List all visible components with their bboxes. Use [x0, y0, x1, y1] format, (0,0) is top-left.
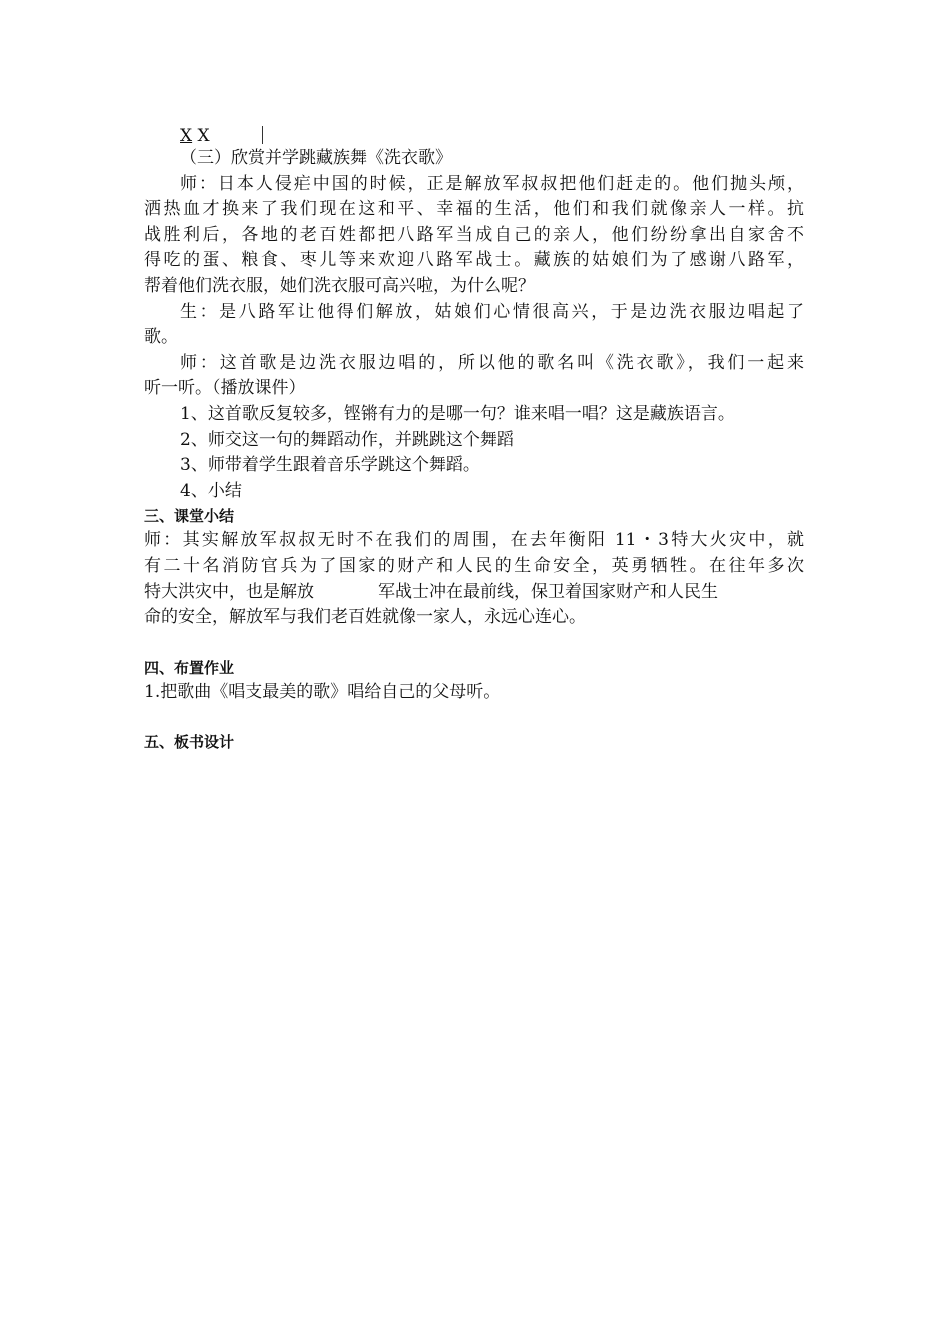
- paragraph-line: 洒热血才换来了我们现在这和平、幸福的生活，他们和我们就像亲人一样。抗: [144, 199, 804, 220]
- music-notation: [144, 124, 804, 146]
- paragraph-line: 命的安全，解放军与我们老百姓就像一家人，永远心连心。: [144, 607, 586, 628]
- student-paragraph: [144, 300, 804, 351]
- paragraph-line: 师：这首歌是边洗衣服边唱的，所以他的歌名叫《洗衣歌》，我们一起来: [180, 352, 804, 373]
- paragraph-line: 听一听。（播放课件）: [144, 378, 306, 399]
- step-item: 1、这首歌反复较多，铿锵有力的是哪一句？谁来唱一唱？这是藏族语言。: [180, 403, 735, 424]
- steps-list: [144, 402, 804, 504]
- teacher-paragraph: [144, 172, 804, 300]
- notation-x1: X: [180, 126, 193, 146]
- paragraph-line: 师：日本人侵疟中国的时候，正是解放军叔叔把他们赶走的。他们抛头颅，: [180, 173, 804, 194]
- step-item: 3、师带着学生跟着音乐学跳这个舞蹈。: [180, 455, 480, 476]
- paragraph-line: 战胜利后，各地的老百姓都把八路军当成自己的亲人，他们纷纷拿出自家舍不: [144, 224, 804, 245]
- section3-title: （三）欣赏并学跳藏族舞《洗衣歌》: [180, 148, 452, 168]
- paragraph-line: 帮着他们洗衣服，她们洗衣服可高兴啦，为什么呢？: [144, 275, 535, 296]
- paragraph-line: [144, 580, 804, 606]
- notation-x2: X: [197, 126, 210, 146]
- spacer: [144, 631, 804, 656]
- teacher-paragraph-2: [144, 351, 804, 402]
- summary-line3-end: 军战士冲在最前线，保卫着国家财产和人民生: [378, 581, 718, 602]
- paragraph-line: 得吃的蛋、粮食、枣儿等来欢迎八路军战士。藏族的姑娘们为了感谢八路军，: [144, 250, 804, 271]
- summary-line3-start: 特大洪灾中，也是解放: [144, 581, 314, 602]
- paragraph-line: 师：其实解放军叔叔无时不在我们的周围，在去年衡阳 11・3特大火灾中，就: [144, 530, 804, 551]
- document-content: [144, 124, 804, 754]
- bar-line: [262, 126, 263, 144]
- summary-heading: 三、课堂小结: [144, 507, 235, 526]
- paragraph-line: 生：是八路军让他得们解放，姑娘们心情很高兴，于是边洗衣服边唱起了: [180, 301, 804, 322]
- step-item: 4、小结: [180, 480, 242, 501]
- step-item: 2、师交这一句的舞蹈动作，并跳跳这个舞蹈: [180, 429, 514, 450]
- homework-heading: 四、布置作业: [144, 658, 235, 677]
- spacer: [144, 705, 804, 730]
- summary-paragraph: [144, 528, 804, 630]
- paragraph-line: 歌。: [144, 327, 178, 348]
- paragraph-line: 有二十名消防官兵为了国家的财产和人民的生命安全，英勇牺牲。在往年多次: [144, 555, 804, 576]
- board-design-heading: 五、板书设计: [144, 733, 235, 752]
- homework-item: 1.把歌曲《唱支最美的歌》唱给自己的父母听。: [144, 681, 501, 702]
